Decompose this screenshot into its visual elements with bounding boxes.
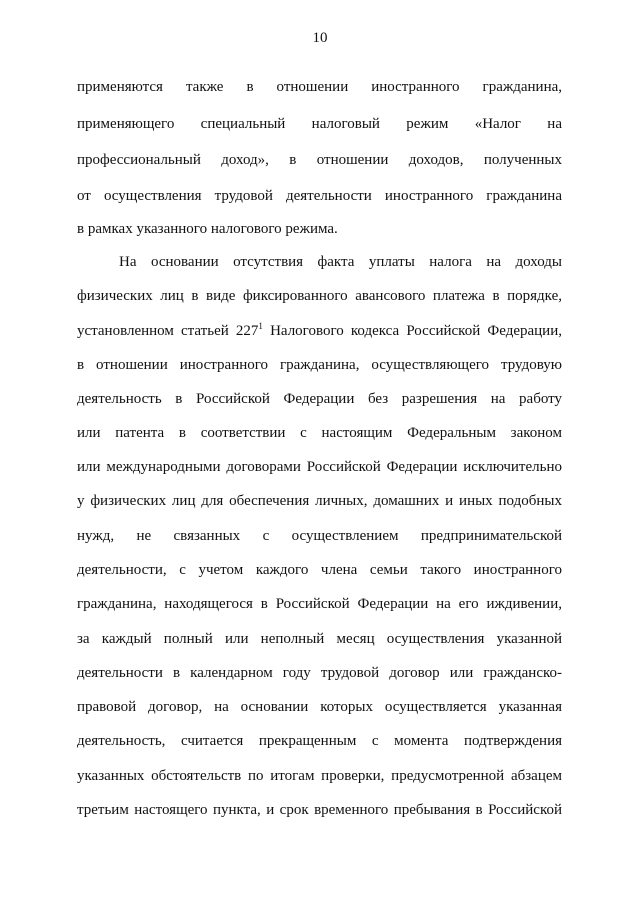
text-line: профессиональный доход», в отношении доходов, полученных — [77, 152, 562, 168]
page-number: 10 — [312, 30, 328, 46]
superscript-number: 1 — [258, 321, 263, 331]
text-line: третьим настоящего пункта, и срок временного пребывания в Российской — [77, 802, 562, 818]
text-line: в отношении иностранного гражданина, осуществляющего трудовую — [77, 357, 562, 373]
text-line-head: установленном статьей 227 — [77, 323, 259, 339]
text-line: деятельность в Российской Федерации без разрешения на работу — [77, 391, 562, 407]
text-line: применяющего специальный налоговый режим «Налог на — [77, 116, 562, 132]
text-line: за каждый полный или неполный месяц осуществления указанной — [77, 631, 562, 647]
text-line: у физических лиц для обеспечения личных, домашних и иных подобных — [77, 493, 562, 509]
text-line-tail: Налогового кодекса Российской Федерации, — [262, 323, 562, 339]
text-line: деятельности в календарном году трудовой договор или гражданско- — [77, 665, 562, 681]
text-line: или патента в соответствии с настоящим Федеральным законом — [77, 425, 562, 441]
text-line: деятельность, считается прекращенным с момента подтверждения — [77, 733, 562, 749]
text-line: гражданина, находящегося в Российской Федерации на его иждивении, — [77, 596, 562, 612]
text-line: деятельности, с учетом каждого члена семьи такого иностранного — [77, 562, 562, 578]
text-line: физических лиц в виде фиксированного авансового платежа в порядке, — [77, 288, 562, 304]
text-line-with-footnote — [77, 321, 562, 341]
text-line: правовой договор, на основании которых осуществляется указанная — [77, 699, 562, 715]
text-line: На основании отсутствия факта уплаты налога на доходы — [119, 254, 562, 270]
text-line: или международными договорами Российской Федерации исключительно — [77, 459, 562, 475]
text-line: в рамках указанного налогового режима. — [77, 221, 338, 237]
text-line: нужд, не связанных с осуществлением предпринимательской — [77, 528, 562, 544]
text-line: указанных обстоятельств по итогам проверки, предусмотренной абзацем — [77, 768, 562, 784]
text-line: от осуществления трудовой деятельности иностранного гражданина — [77, 188, 562, 204]
text-line: применяются также в отношении иностранного гражданина, — [77, 79, 562, 95]
